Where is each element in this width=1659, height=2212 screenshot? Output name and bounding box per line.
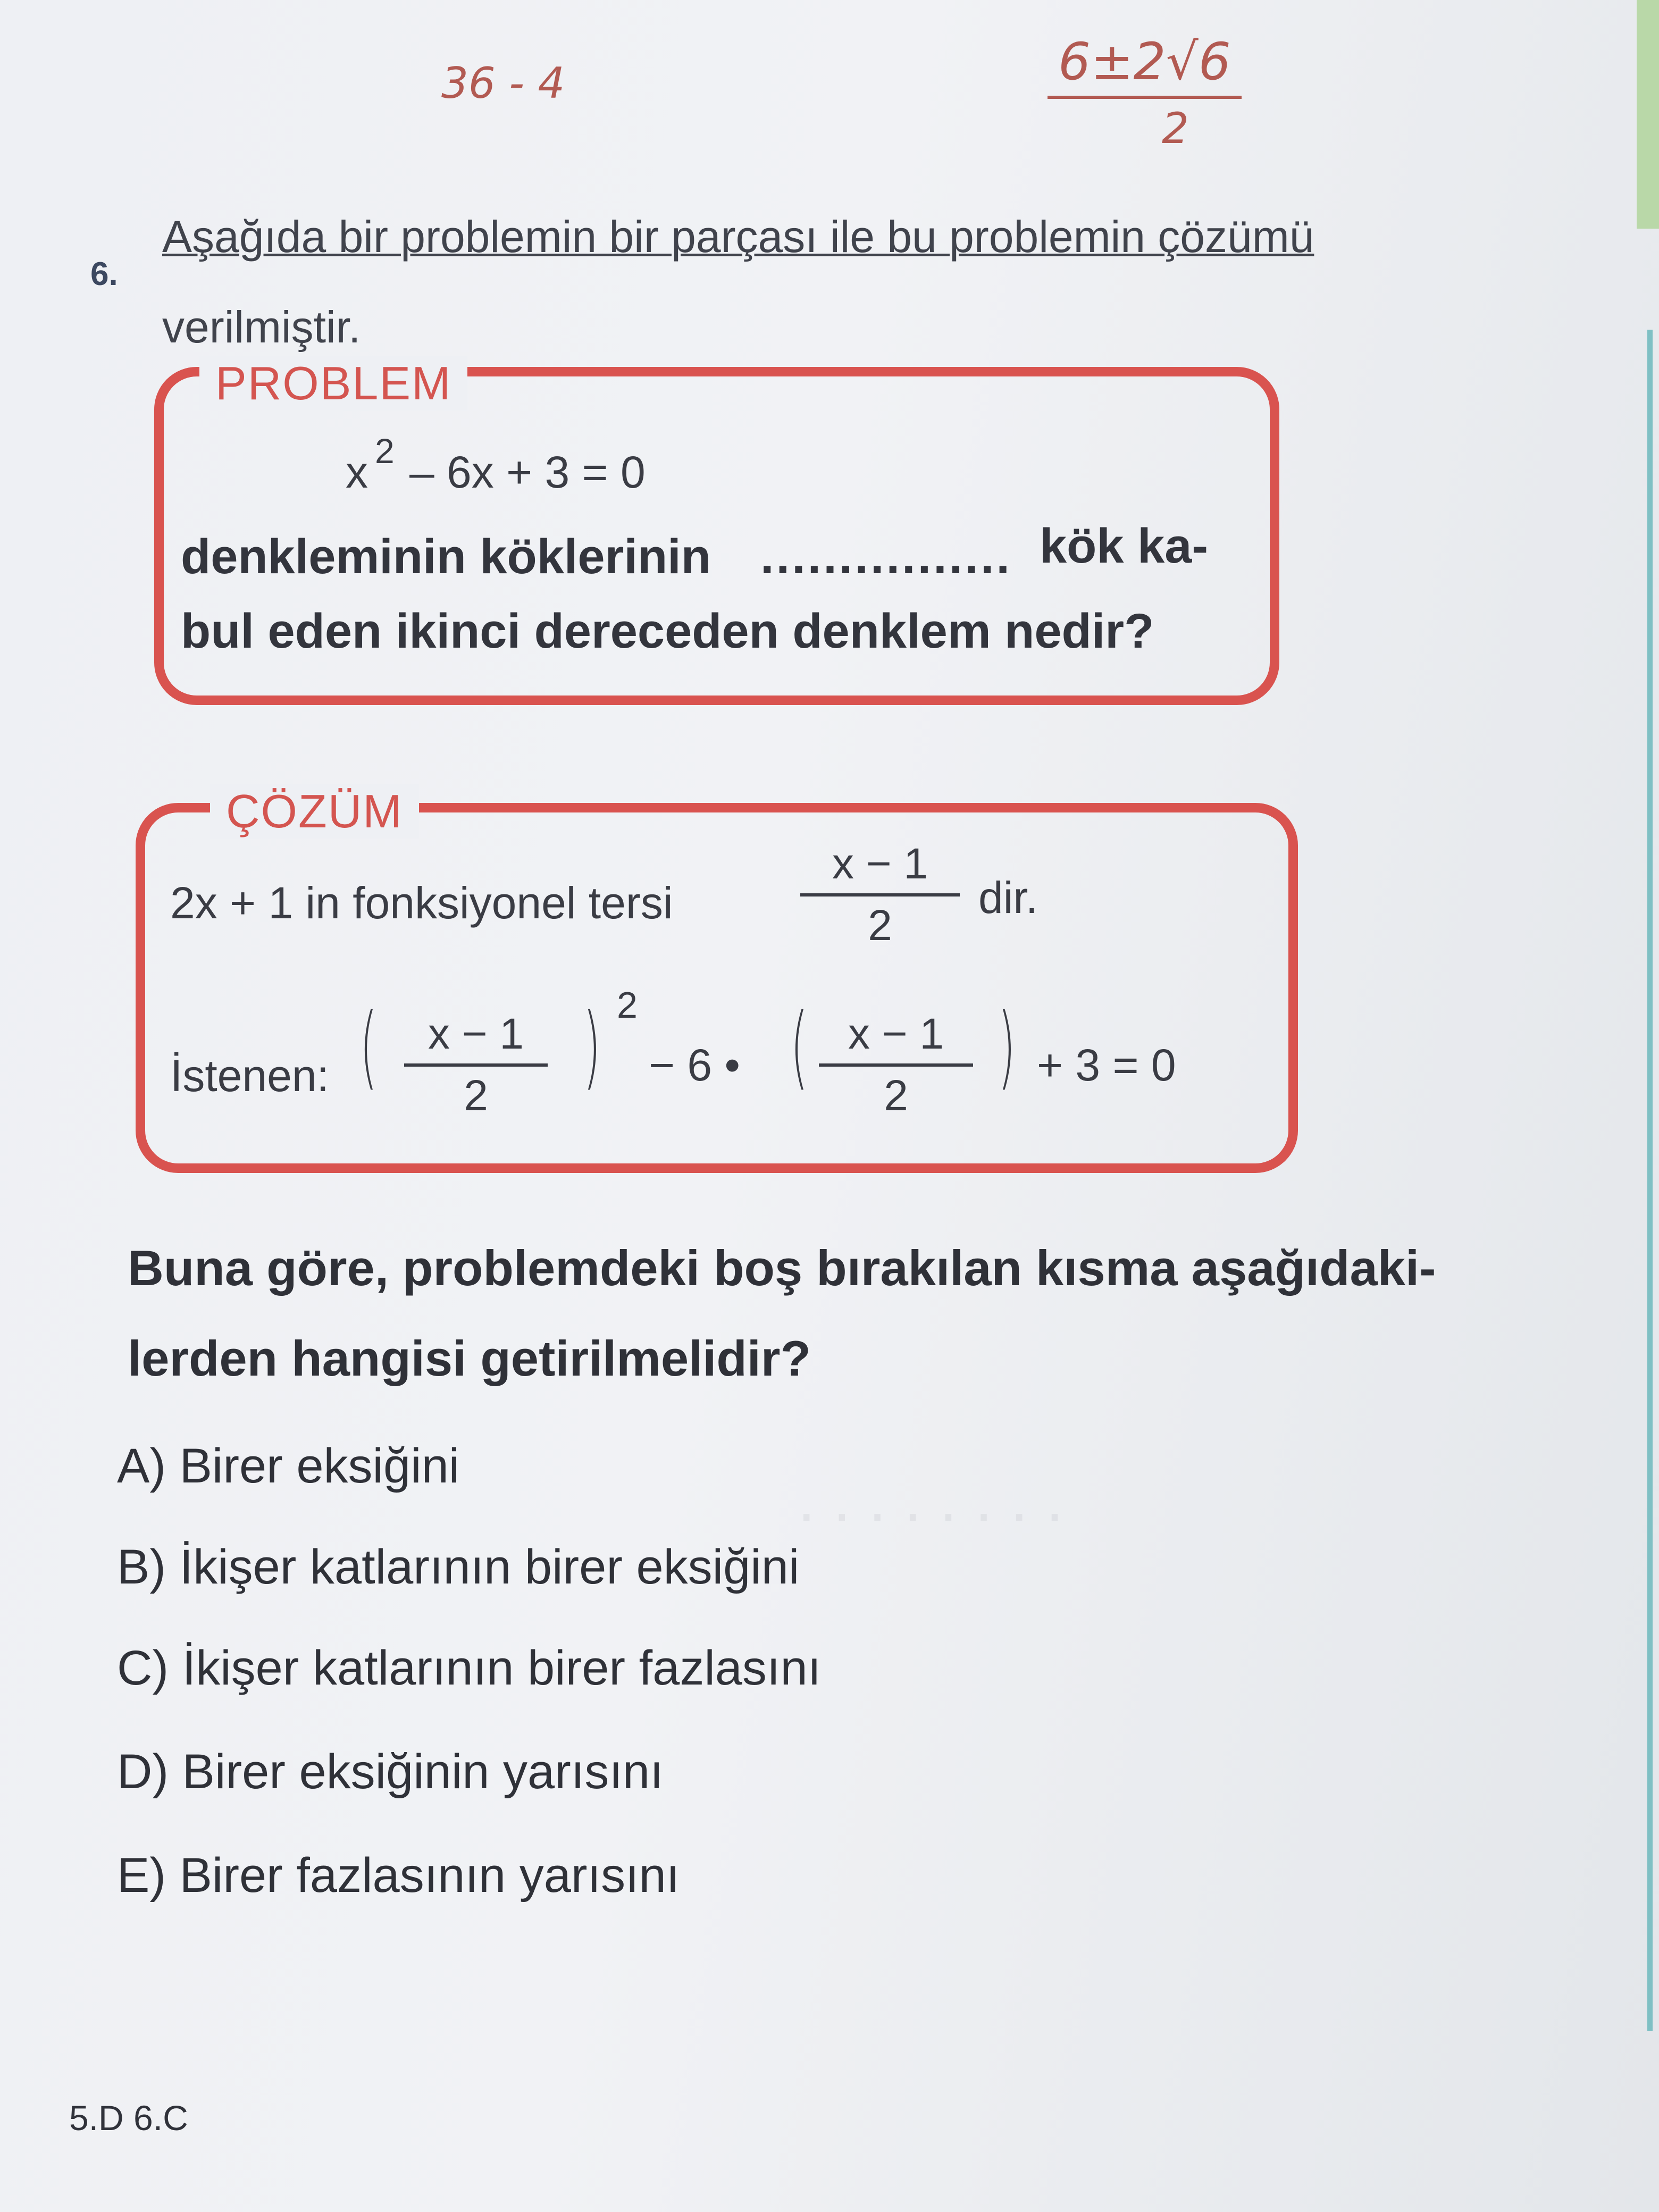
option-text: İkişer katlarının birer eksiğini — [179, 1540, 800, 1594]
option-text: Birer eksiğinin yarısını — [182, 1745, 664, 1799]
open-paren: ( — [359, 994, 378, 1100]
option-b[interactable] — [117, 1539, 799, 1595]
minus-six-times: − 6 • — [649, 1040, 740, 1090]
solution-line1-end: dir. — [978, 873, 1038, 923]
bleed-through-text: . . . . . . . . — [798, 1463, 1064, 1535]
first-fraction — [404, 1005, 548, 1125]
fraction-denominator: 2 — [868, 901, 892, 950]
option-d[interactable] — [117, 1744, 664, 1800]
option-letter: E) — [117, 1848, 166, 1903]
second-fraction-numerator: x − 1 — [819, 1005, 973, 1067]
equation-rest: – 6x + 3 = 0 — [409, 447, 646, 497]
problem-equation — [346, 447, 368, 498]
option-letter: A) — [117, 1439, 166, 1493]
question-intro-rest: verilmiştir. — [162, 302, 361, 352]
option-text: Birer eksiğini — [179, 1439, 460, 1493]
option-c[interactable] — [117, 1640, 821, 1696]
handwritten-note: 36 - 4 — [441, 58, 565, 108]
close-paren: ) — [583, 994, 601, 1100]
teal-margin-line — [1647, 330, 1653, 2031]
option-a[interactable] — [117, 1438, 459, 1494]
plus-three-equals-zero: + 3 = 0 — [1037, 1040, 1176, 1090]
problem-line2: bul eden ikinci dereceden denklem nedir? — [181, 604, 1154, 658]
first-fraction-denominator: 2 — [464, 1071, 488, 1120]
handwritten-formula-top: 6±2√6 — [1048, 32, 1242, 99]
problem-line1: denkleminin köklerinin — [181, 530, 711, 584]
close-paren-2: ) — [998, 994, 1016, 1100]
second-fraction-denominator: 2 — [884, 1071, 908, 1120]
answer-key: 5.D 6.C — [69, 2098, 188, 2138]
handwritten-formula-bottom: 2 — [1162, 104, 1189, 153]
option-letter: B) — [117, 1540, 166, 1594]
prompt-line1: Buna göre, problemdeki boş bırakılan kısma aşağıdaki- — [128, 1240, 1436, 1296]
equation-base: x — [346, 447, 368, 497]
solution-box — [136, 803, 1298, 1173]
solution-label: ÇÖZÜM — [210, 784, 419, 839]
question-intro-underlined: Aşağıda bir problemin bir parçası ile bu problemin çözümü — [162, 212, 1314, 262]
square-exponent: 2 — [617, 984, 638, 1026]
open-paren-2: ( — [790, 994, 808, 1100]
first-fraction-numerator: x − 1 — [404, 1005, 548, 1067]
option-letter: C) — [117, 1641, 169, 1695]
question-number: 6. — [90, 256, 118, 292]
option-text: Birer fazlasının yarısını — [179, 1848, 680, 1903]
problem-label: PROBLEM — [199, 356, 467, 410]
option-text: İkişer katlarının birer fazlasını — [182, 1641, 822, 1695]
solution-line1-text: 2x + 1 in fonksiyonel tersi — [170, 878, 673, 928]
option-e[interactable] — [117, 1848, 680, 1904]
second-fraction — [819, 1005, 973, 1125]
fraction-numerator: x − 1 — [800, 835, 960, 896]
option-letter: D) — [117, 1745, 169, 1799]
inverse-fraction — [800, 835, 960, 955]
question-intro — [162, 191, 1566, 372]
question-prompt — [128, 1223, 1616, 1404]
green-page-edge — [1637, 0, 1659, 229]
prompt-line2: lerden hangisi getirilmelidir? — [128, 1330, 811, 1386]
istenen-label: İstenen: — [170, 1051, 329, 1101]
problem-blank: ................ — [760, 530, 1012, 584]
problem-line1-end: kök ka- — [1040, 519, 1209, 573]
equation-exponent: 2 — [375, 431, 395, 471]
